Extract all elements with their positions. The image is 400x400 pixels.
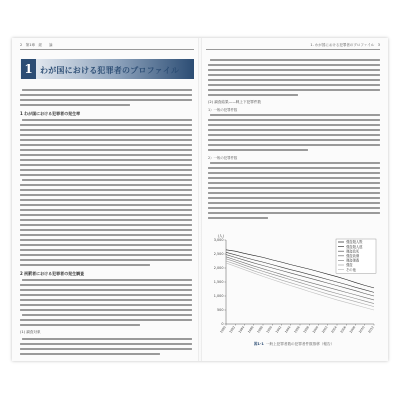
x-tick-label: 2008 — [348, 325, 357, 334]
text-line — [208, 129, 380, 131]
text-line — [20, 129, 192, 131]
text-line — [208, 89, 380, 91]
x-tick-label: 1986 — [246, 325, 255, 334]
legend-label: 強盗致死 — [346, 249, 360, 254]
text-line — [20, 254, 192, 256]
text-line — [20, 229, 192, 231]
text-line — [20, 144, 192, 146]
text-line — [208, 192, 380, 194]
text-line — [208, 69, 380, 71]
text-line — [22, 119, 192, 121]
legend-label: 強盗強姦 — [346, 258, 360, 263]
x-tick-label: 1998 — [302, 325, 311, 334]
text-line — [20, 184, 192, 186]
text-line — [20, 239, 192, 241]
text-line — [20, 134, 192, 136]
text-line — [22, 338, 192, 340]
text-line — [208, 124, 380, 126]
text-line — [20, 199, 192, 201]
x-tick-label: 1982 — [228, 325, 237, 334]
text-line — [208, 217, 268, 219]
x-tick-label: 2006 — [339, 325, 348, 334]
y-tick-label: 2,500 — [213, 252, 224, 257]
text-line — [208, 207, 380, 209]
text-line — [208, 182, 380, 184]
legend-label: 強盗殺人既 — [346, 240, 363, 245]
figure-number: 図1-1 — [253, 342, 264, 346]
y-tick-label: 2,000 — [213, 266, 224, 271]
text-line — [20, 154, 192, 156]
text-line — [208, 84, 380, 86]
text-line — [22, 314, 192, 316]
text-line — [20, 174, 192, 176]
header-rule — [20, 49, 194, 50]
text-line — [20, 304, 192, 306]
text-line — [208, 172, 380, 174]
text-line — [20, 99, 192, 101]
text-line — [20, 284, 192, 286]
chapter-title: わが国における犯罪者のプロファイル — [40, 66, 180, 75]
text-line — [208, 177, 380, 179]
text-line — [208, 149, 308, 151]
subsection-heading: (2) 調査結果——戦上下犯罪件数 — [208, 100, 261, 104]
header-rule — [206, 49, 380, 50]
text-line — [22, 89, 192, 91]
text-line — [22, 279, 192, 281]
legend-label: 強盗 — [346, 263, 353, 268]
chapter-number: 1 — [21, 59, 36, 79]
list-item-heading: 1）一般の犯罪件数 — [208, 108, 238, 112]
chart-svg — [206, 230, 382, 340]
text-line — [20, 169, 192, 171]
text-line — [20, 164, 192, 166]
y-tick-label: 3,000 — [213, 238, 224, 243]
section-heading-1: 1 わが国における犯罪者の発生率 — [20, 111, 81, 116]
x-tick-label: 1994 — [283, 325, 292, 334]
text-line — [20, 219, 192, 221]
text-line — [20, 204, 192, 206]
list-item-heading: 2）一般の犯罪件数 — [208, 156, 238, 160]
text-line — [208, 134, 380, 136]
text-line — [208, 197, 380, 199]
text-line — [20, 264, 150, 266]
text-line — [20, 244, 192, 246]
text-line — [208, 64, 380, 66]
text-line — [20, 319, 192, 321]
section-heading-2: 2 刑罰者における犯罪者の発生調査 — [20, 271, 85, 276]
text-line — [208, 119, 380, 121]
x-tick-label: 2002 — [320, 325, 329, 334]
y-tick-label: 1,000 — [213, 294, 224, 299]
running-head-right: 1. わが国における犯罪者のプロファイル 3 — [310, 43, 380, 47]
subsection-heading: (1) 調査対象 — [20, 330, 41, 334]
right-page — [200, 38, 388, 361]
y-tick-label: 0 — [221, 322, 224, 327]
text-line — [20, 294, 192, 296]
text-line — [20, 209, 192, 211]
text-line — [208, 167, 380, 169]
text-line — [20, 289, 192, 291]
x-tick-label: 1990 — [265, 325, 274, 334]
text-line — [20, 234, 192, 236]
text-line — [20, 324, 140, 326]
x-tick-label: 1980 — [219, 325, 227, 334]
text-line — [20, 299, 192, 301]
text-line — [20, 124, 192, 126]
text-line — [20, 224, 192, 226]
x-tick-label: 1984 — [237, 325, 246, 334]
text-line — [20, 259, 192, 261]
text-line — [20, 94, 192, 96]
text-line — [208, 187, 380, 189]
text-line — [20, 159, 192, 161]
legend-label: その他 — [346, 267, 356, 272]
y-tick-label: 500 — [217, 308, 224, 313]
x-tick-label: 2012 — [367, 325, 375, 334]
text-line — [20, 214, 192, 216]
text-line — [20, 149, 192, 151]
text-line — [208, 74, 380, 76]
text-line — [20, 104, 130, 106]
text-line — [20, 189, 192, 191]
figure-line-chart — [206, 230, 382, 348]
legend-label: 強盗殺人遂 — [346, 244, 363, 249]
x-tick-label: 1988 — [256, 325, 264, 334]
text-line — [208, 139, 380, 141]
text-line — [208, 212, 380, 214]
book-spread — [12, 38, 388, 361]
text-line — [20, 139, 192, 141]
text-line — [20, 343, 192, 345]
text-line — [20, 309, 192, 311]
y-unit-label: (人) — [217, 234, 224, 238]
text-line — [210, 114, 380, 116]
x-tick-label: 2010 — [357, 325, 366, 334]
text-line — [20, 348, 192, 350]
text-line — [208, 79, 380, 81]
running-head-left: 2 第1章 総 論 — [20, 43, 53, 47]
legend-label: 強盗致傷 — [346, 254, 360, 258]
text-line — [208, 94, 298, 96]
x-tick-label: 2004 — [330, 325, 338, 334]
x-tick-label: 1996 — [293, 325, 301, 334]
text-line — [210, 59, 380, 61]
x-tick-label: 2000 — [311, 325, 320, 334]
text-line — [20, 353, 160, 355]
text-line — [20, 249, 192, 251]
figure-caption — [206, 342, 382, 347]
y-tick-label: 1,500 — [213, 280, 224, 285]
figure-caption-text: 一般上犯罪者数の犯罪者件数推移（報告） — [265, 342, 335, 346]
x-tick-label: 1992 — [274, 325, 283, 334]
text-line — [210, 162, 380, 164]
text-line — [22, 179, 192, 181]
text-line — [20, 194, 192, 196]
left-page — [12, 38, 200, 361]
text-line — [208, 202, 380, 204]
text-line — [208, 144, 380, 146]
